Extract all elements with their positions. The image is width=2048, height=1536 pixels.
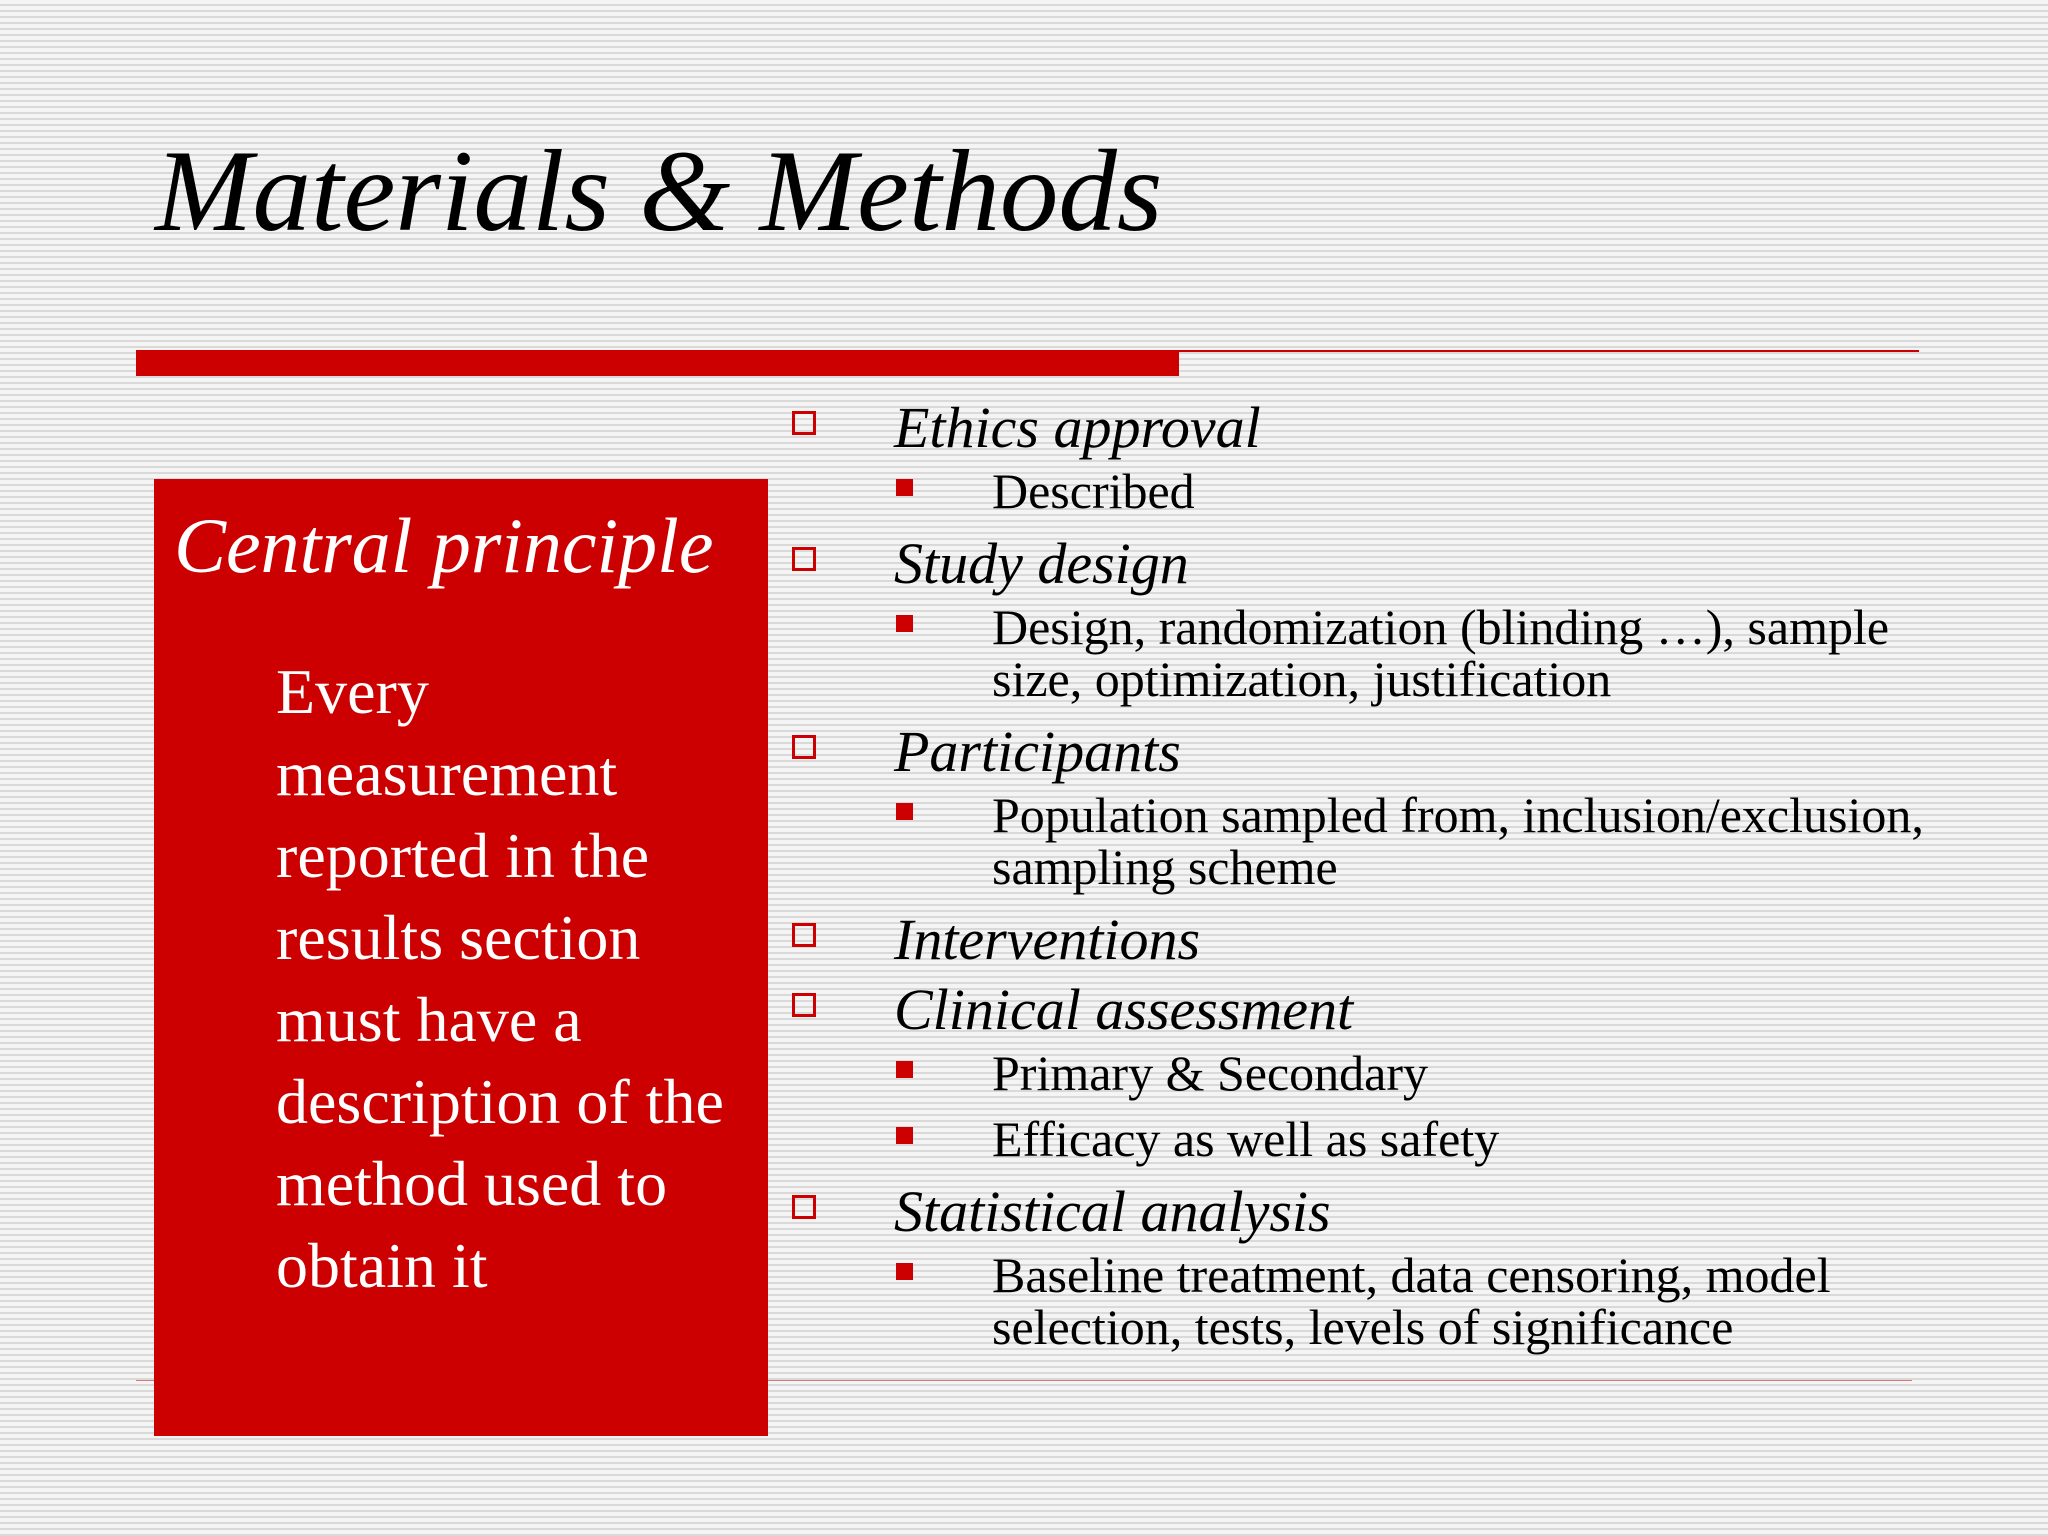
- panel-body: Every measurement reported in the results section must have a description of the method used to obtain it: [276, 656, 724, 1301]
- sub-bullet-text: Primary & Secondary: [992, 1045, 1429, 1101]
- filled-square-bullet-icon: [896, 1263, 913, 1280]
- bullet-label: Interventions: [894, 907, 1201, 972]
- hollow-square-bullet-icon: [792, 411, 816, 435]
- hollow-square-bullet-icon: [792, 547, 816, 571]
- panel-heading: Central principle: [174, 502, 714, 589]
- bullet-label: Clinical assessment: [894, 977, 1354, 1042]
- bullet-study-design: [790, 531, 1950, 597]
- bullet-participants: [790, 719, 1950, 785]
- bullet-statistical-analysis: [790, 1179, 1950, 1245]
- sub-bullet-text: Described: [992, 463, 1195, 519]
- central-principle-panel: [154, 479, 768, 1436]
- title-underline-thick: [136, 350, 1179, 376]
- title-underline-thin: [1179, 350, 1919, 352]
- hollow-square-bullet-icon: [792, 923, 816, 947]
- hollow-square-bullet-icon: [792, 1195, 816, 1219]
- sub-bullet: [790, 465, 1950, 517]
- bullet-label: Study design: [894, 531, 1189, 596]
- filled-square-bullet-icon: [896, 1061, 913, 1078]
- sub-bullet-text: Design, randomization (blinding …), sample size, optimization, justification: [992, 599, 1890, 707]
- hollow-square-bullet-icon: [792, 993, 816, 1017]
- bullet-label: Participants: [894, 719, 1181, 784]
- bullet-ethics-approval: [790, 395, 1950, 461]
- bullet-clinical-assessment: [790, 977, 1950, 1043]
- slide-title: Materials & Methods: [155, 127, 1163, 256]
- sub-bullet: [790, 1113, 1950, 1165]
- filled-square-bullet-icon: [896, 615, 913, 632]
- sub-bullet: [790, 601, 1950, 705]
- sub-bullet: [790, 789, 1950, 893]
- sub-bullet-text: Population sampled from, inclusion/exclusion, sampling scheme: [992, 787, 1924, 895]
- filled-square-bullet-icon: [896, 479, 913, 496]
- hollow-square-bullet-icon: [792, 735, 816, 759]
- bullet-list: [790, 395, 1950, 1367]
- bullet-label: Statistical analysis: [894, 1179, 1331, 1244]
- sub-bullet-text: Baseline treatment, data censoring, model selection, tests, levels of significance: [992, 1247, 1831, 1355]
- bullet-interventions: [790, 907, 1950, 973]
- bullet-label: Ethics approval: [894, 395, 1261, 460]
- filled-square-bullet-icon: [896, 1127, 913, 1144]
- sub-bullet: [790, 1249, 1950, 1353]
- sub-bullet-text: Efficacy as well as safety: [992, 1111, 1500, 1167]
- sub-bullet: [790, 1047, 1950, 1099]
- filled-square-bullet-icon: [896, 803, 913, 820]
